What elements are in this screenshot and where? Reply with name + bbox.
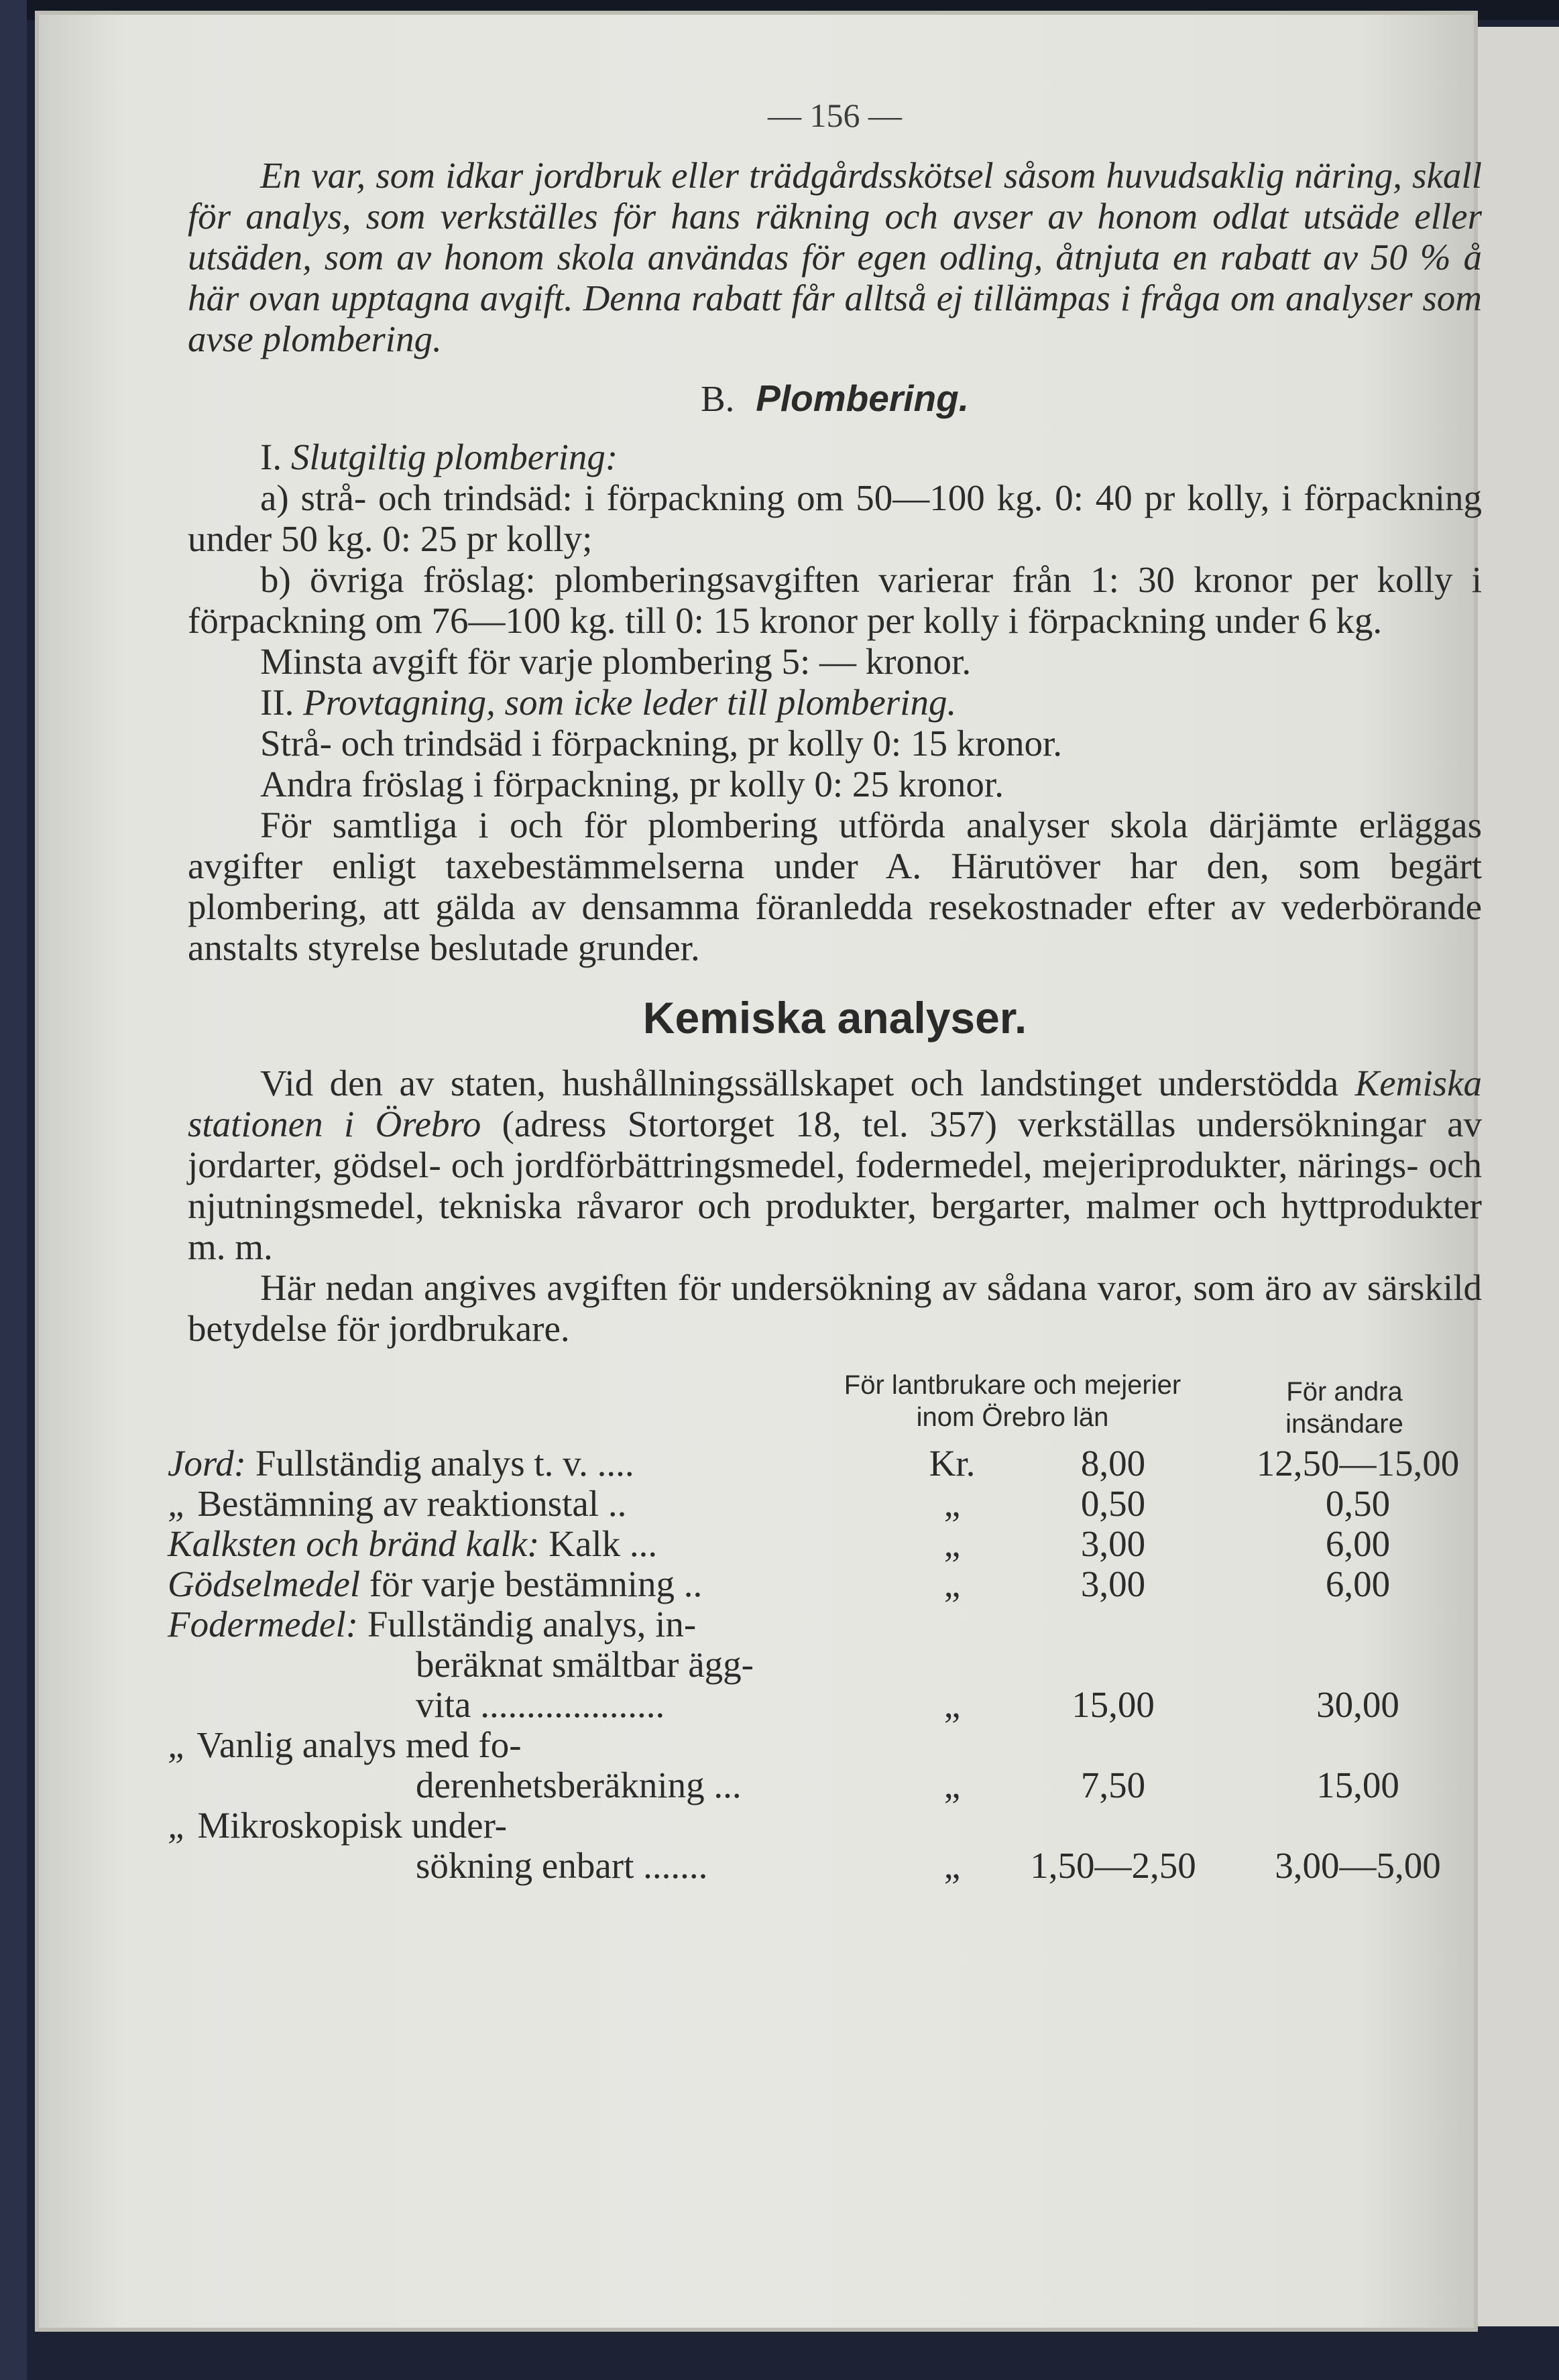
fee-table-header	[188, 1349, 1482, 1443]
fee-table-row	[168, 1443, 1482, 1484]
fee-table-row	[168, 1805, 1482, 1846]
fee-row-category: Jord:	[168, 1443, 247, 1484]
fee-row-label	[416, 1765, 742, 1805]
section-b-title	[188, 378, 1482, 419]
additional-fees-paragraph: För samtliga i och för plombering utförda analyser skola därjämte erläggas avgifter enligt taxebestämmelserna under A. Härutöver har den, som begärt plombering, att gälda av densamma föranledda resekostnader efter av vederbörande anstalts styrelse beslutade grunder.	[188, 805, 1482, 968]
fee-row-other-price: 0,50	[1325, 1483, 1391, 1524]
fee-row-local-price: 15,00	[1072, 1684, 1155, 1725]
page-content	[168, 95, 1483, 1886]
fee-table-row	[168, 1604, 1482, 1645]
fee-table	[168, 1443, 1482, 1886]
fee-row-description: vita ....................	[416, 1684, 665, 1725]
fee-row-category: „	[168, 1483, 188, 1524]
fee-row-unit: „	[943, 1483, 961, 1524]
fee-row-category: Fodermedel:	[168, 1604, 359, 1645]
section-b-word: Plombering.	[756, 377, 969, 419]
fee-row-other-price: 30,00	[1316, 1684, 1399, 1725]
fee-row-other-price: 3,00—5,00	[1275, 1845, 1441, 1886]
chemical-analyses-heading: Kemiska analyser.	[642, 993, 1027, 1043]
minimum-fee-text: Minsta avgift för varje plombering 5: — kronor.	[260, 641, 972, 682]
fee-table-row	[168, 1483, 1482, 1524]
fee-table-row	[168, 1724, 1482, 1765]
fee-row-description: Fullständig analys t. v. ....	[246, 1443, 634, 1484]
fee-row-category: Gödselmedel	[168, 1563, 361, 1604]
fee-row-label	[416, 1845, 707, 1886]
grain-sampling-text: Strå- och trindsäd i förpackning, pr kolly 0: 15 kronor.	[260, 723, 1063, 764]
fee-row-description: sökning enbart .......	[416, 1845, 708, 1886]
fee-row-category: „	[168, 1724, 188, 1765]
section-b-letter: B.	[701, 378, 735, 419]
fee-row-label	[168, 1523, 657, 1564]
item-b-text: b) övriga fröslag: plomberingsavgiften varierar från 1: 30 kronor per kolly i förpackning om 76—100 kg. till 0: 15 kronor per kolly i förpackning under 6 kg.	[188, 559, 1482, 641]
fee-row-description: Fullständig analys, in-	[358, 1604, 697, 1645]
chemical-station-paragraph	[188, 1063, 1482, 1267]
fee-row-other-price: 15,00	[1316, 1765, 1399, 1805]
fee-row-unit: „	[943, 1845, 961, 1886]
fee-row-label	[416, 1684, 665, 1725]
fee-row-label	[168, 1805, 507, 1846]
chemical-p1-start: Vid den av staten, hushållningssällskapet och landstinget understödda	[260, 1063, 1355, 1104]
chemical-p1-end: (adress Stortorget 18, tel. 357) verkställas undersökningar av jordarter, gödsel- och jordförbättringsmedel, fodermedel, mejeriprodukter, närings- och njutningsmedel, tekniska råvaror och produkter, bergarter, malmer och hyttprodukter m. m.	[188, 1104, 1483, 1267]
fee-row-local-price: 0,50	[1080, 1483, 1146, 1524]
fee-row-category: „	[168, 1805, 188, 1846]
fee-row-description: Mikroskopisk under-	[188, 1805, 508, 1846]
fee-row-description: Kalk ...	[539, 1523, 658, 1564]
fee-table-row	[188, 1845, 1482, 1885]
fee-row-unit: Kr.	[929, 1443, 976, 1484]
item-2-title: Provtagning, som icke leder till plombering.	[303, 682, 957, 723]
fee-row-unit: „	[943, 1765, 961, 1805]
fee-row-label	[168, 1443, 634, 1484]
fee-row-description: beräknat smältbar ägg-	[416, 1644, 754, 1685]
item-2-number: II.	[260, 682, 294, 723]
fee-row-other-price: 6,00	[1325, 1523, 1391, 1564]
fee-row-label	[168, 1724, 522, 1765]
photo-backdrop-left	[0, 0, 27, 2380]
page-number: — 156 —	[768, 97, 902, 134]
item-2-heading	[188, 682, 1482, 723]
fee-table-row	[168, 1523, 1482, 1564]
fee-row-unit: „	[943, 1523, 961, 1564]
item-1-title: Slutgiltig plombering:	[290, 436, 618, 477]
fee-table-row	[188, 1644, 1482, 1684]
fee-row-local-price: 8,00	[1080, 1443, 1146, 1484]
fee-row-other-price: 6,00	[1325, 1563, 1391, 1604]
fee-row-label	[168, 1483, 626, 1524]
fee-row-description: Vanlig analys med fo-	[188, 1724, 522, 1765]
book-page	[39, 15, 1483, 2328]
fee-row-unit: „	[943, 1684, 961, 1725]
chemical-station-name: Kemiska stationen i Örebro	[188, 1063, 1482, 1144]
fee-row-local-price: 7,50	[1080, 1765, 1146, 1805]
item-1-heading	[188, 436, 1482, 477]
fee-table-col1-header: För lantbrukare och mejerier inom Örebro län	[844, 1370, 1181, 1432]
item-a-text: a) strå- och trindsäd: i förpackning om 50—100 kg. 0: 40 pr kolly, i förpackning under 50 kg. 0: 25 pr kolly;	[188, 477, 1482, 559]
fee-row-description: derenhetsberäkning ...	[416, 1765, 742, 1805]
fee-row-label	[416, 1644, 754, 1685]
fee-row-category: Kalksten och bränd kalk:	[168, 1523, 540, 1564]
item-1-number: I.	[260, 436, 282, 477]
other-seeds-text: Andra fröslag i förpackning, pr kolly 0: 25 kronor.	[260, 764, 1004, 805]
fees-intro-paragraph: Här nedan angives avgiften för undersökning av sådana varor, som äro av särskild betydelse för jordbrukare.	[188, 1267, 1482, 1349]
fee-row-label	[168, 1604, 696, 1645]
fee-row-label	[168, 1563, 702, 1604]
fee-table-row	[188, 1684, 1482, 1724]
fee-row-local-price: 3,00	[1080, 1563, 1146, 1604]
fee-row-description: Bestämning av reaktionstal ..	[188, 1483, 627, 1524]
fee-table-row	[188, 1765, 1482, 1805]
fee-row-other-price: 12,50—15,00	[1256, 1443, 1460, 1484]
fee-row-unit: „	[943, 1563, 961, 1604]
fee-table-col2-header: För andra insändare	[1285, 1377, 1403, 1439]
fee-table-row	[168, 1563, 1482, 1604]
intro-paragraph: En var, som idkar jordbruk eller trädgårdsskötsel såsom huvudsaklig näring, skall för analys, som verkställes för hans räkning och avser av honom odlat utsäde eller utsäden, som av honom skola användas för egen odling, åtnjuta en rabatt av 50 % å här ovan upptagna avgift. Denna rabatt får alltså ej tillämpas i fråga om analyser som avse plombering.	[188, 155, 1482, 359]
fee-row-local-price: 3,00	[1080, 1523, 1146, 1564]
fee-row-local-price: 1,50—2,50	[1030, 1845, 1196, 1886]
fee-row-description: för varje bestämning ..	[360, 1563, 703, 1604]
